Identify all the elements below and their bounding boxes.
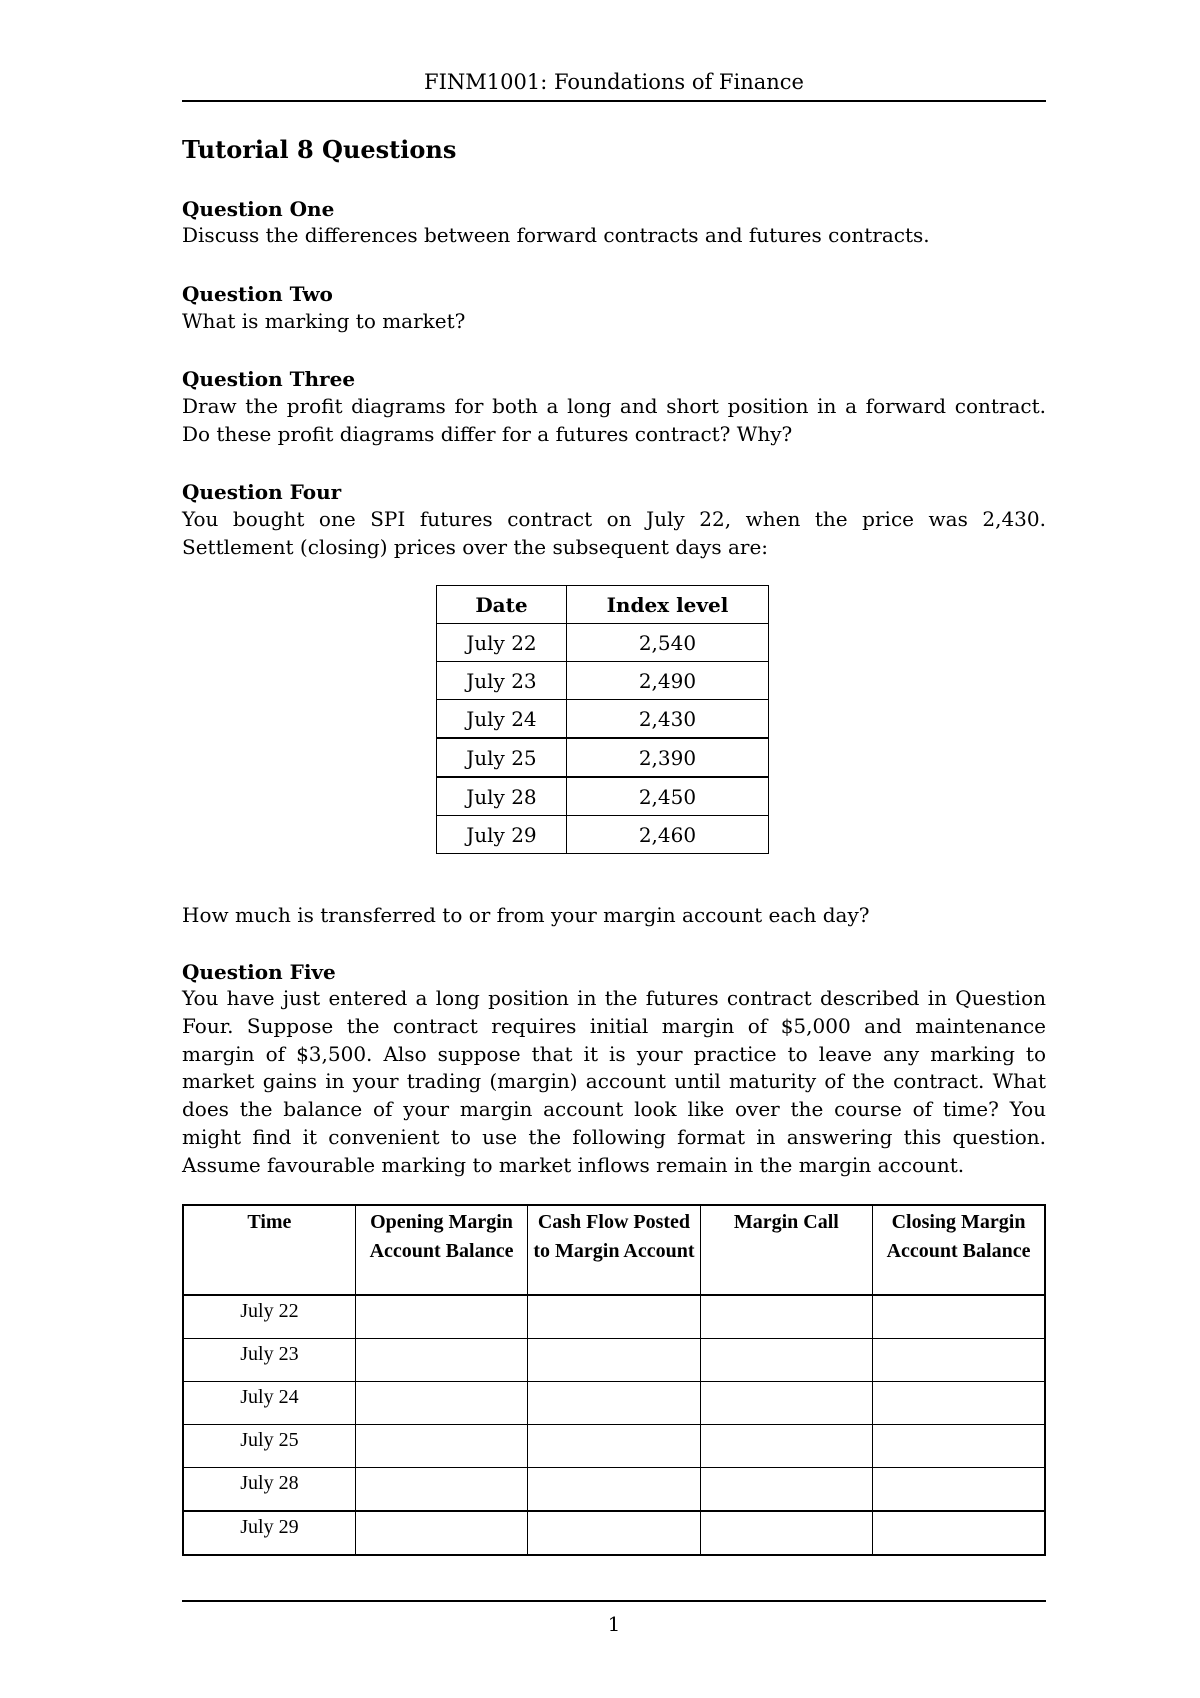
table-row [183,1295,1045,1339]
question-four-followup: How much is transferred to or from your margin account each day? [182,903,870,927]
date-cell: July 24 [437,700,567,739]
index-level-table [436,585,769,854]
question-three-text: Draw the profit diagrams for both a long and short position in a forward contract. Do these profit diagrams differ for a futures contract? Why? [182,394,1046,446]
date-cell: July 29 [437,816,567,854]
cash-flow-cell [528,1511,700,1555]
opening-balance-cell [355,1382,527,1425]
margin-call-cell [700,1295,872,1339]
closing-balance-cell [873,1425,1045,1468]
question-four-text: You bought one SPI futures contract on July 22, when the price was 2,430. Settlement (closing) prices over the subsequent days are: [182,507,1046,559]
question-two-heading: Question Two [182,282,333,306]
cash-flow-cell [528,1295,700,1339]
date-cell: July 28 [437,777,567,816]
time-cell: July 25 [183,1425,355,1468]
header-rule [182,100,1046,102]
table-row [437,662,769,700]
table-row [183,1468,1045,1512]
table-row [437,700,769,739]
closing-balance-cell [873,1339,1045,1382]
question-two-text: What is marking to market? [182,309,466,333]
cash-flow-cell [528,1425,700,1468]
cash-flow-cell [528,1468,700,1512]
question-three-heading: Question Three [182,367,356,391]
table-header-row [437,586,769,624]
date-cell: July 22 [437,624,567,662]
margin-call-cell [700,1468,872,1512]
table-row [437,816,769,854]
opening-balance-cell [355,1468,527,1512]
closing-balance-cell [873,1295,1045,1339]
margin-call-cell [700,1382,872,1425]
column-header-cash-flow: Cash Flow Posted to Margin Account [528,1205,700,1295]
question-four-heading: Question Four [182,480,342,504]
page-number: 1 [607,1612,621,1636]
time-cell: July 23 [183,1339,355,1382]
table-row [437,738,769,777]
opening-balance-cell [355,1339,527,1382]
index-level-cell: 2,430 [566,700,768,739]
cash-flow-cell [528,1382,700,1425]
closing-balance-cell [873,1511,1045,1555]
footer-rule [182,1600,1046,1602]
margin-call-cell [700,1425,872,1468]
index-level-cell: 2,450 [566,777,768,816]
column-header-time: Time [183,1205,355,1295]
opening-balance-cell [355,1295,527,1339]
time-cell: July 24 [183,1382,355,1425]
opening-balance-cell [355,1511,527,1555]
question-five-text: You have just entered a long position in the futures contract described in Question Four. Suppose the contract requires initial margin of $5,000 and maintenance margin of $3,500. Also suppose that it is your practice to leave any marking to market gains in your trading (margin) account until maturity of the contract. What does the balance of your margin account look like over the course of time? You might find it convenient to use the following format in answering this question. Assume favourable marking to market inflows remain in the margin account. [182,986,1046,1177]
time-cell: July 28 [183,1468,355,1512]
index-level-cell: 2,540 [566,624,768,662]
table-row [437,777,769,816]
cash-flow-cell [528,1339,700,1382]
column-header-opening-balance: Opening Margin Account Balance [355,1205,527,1295]
question-one-text: Discuss the differences between forward contracts and futures contracts. [182,223,930,247]
table-header-row [183,1205,1045,1295]
date-cell: July 25 [437,738,567,777]
table-row [437,624,769,662]
index-level-cell: 2,460 [566,816,768,854]
margin-account-table [182,1204,1046,1556]
index-level-cell: 2,490 [566,662,768,700]
table-row [183,1339,1045,1382]
opening-balance-cell [355,1425,527,1468]
table-row [183,1382,1045,1425]
column-header-date: Date [437,586,567,624]
column-header-closing-balance: Closing Margin Account Balance [873,1205,1045,1295]
question-five-heading: Question Five [182,960,336,984]
index-level-cell: 2,390 [566,738,768,777]
column-header-index-level: Index level [566,586,768,624]
time-cell: July 22 [183,1295,355,1339]
time-cell: July 29 [183,1511,355,1555]
closing-balance-cell [873,1382,1045,1425]
margin-call-cell [700,1339,872,1382]
page-title: Tutorial 8 Questions [182,135,457,164]
closing-balance-cell [873,1468,1045,1512]
column-header-margin-call: Margin Call [700,1205,872,1295]
table-row [183,1511,1045,1555]
question-one-heading: Question One [182,197,335,221]
date-cell: July 23 [437,662,567,700]
running-header: FINM1001: Foundations of Finance [424,70,804,94]
margin-call-cell [700,1511,872,1555]
table-row [183,1425,1045,1468]
